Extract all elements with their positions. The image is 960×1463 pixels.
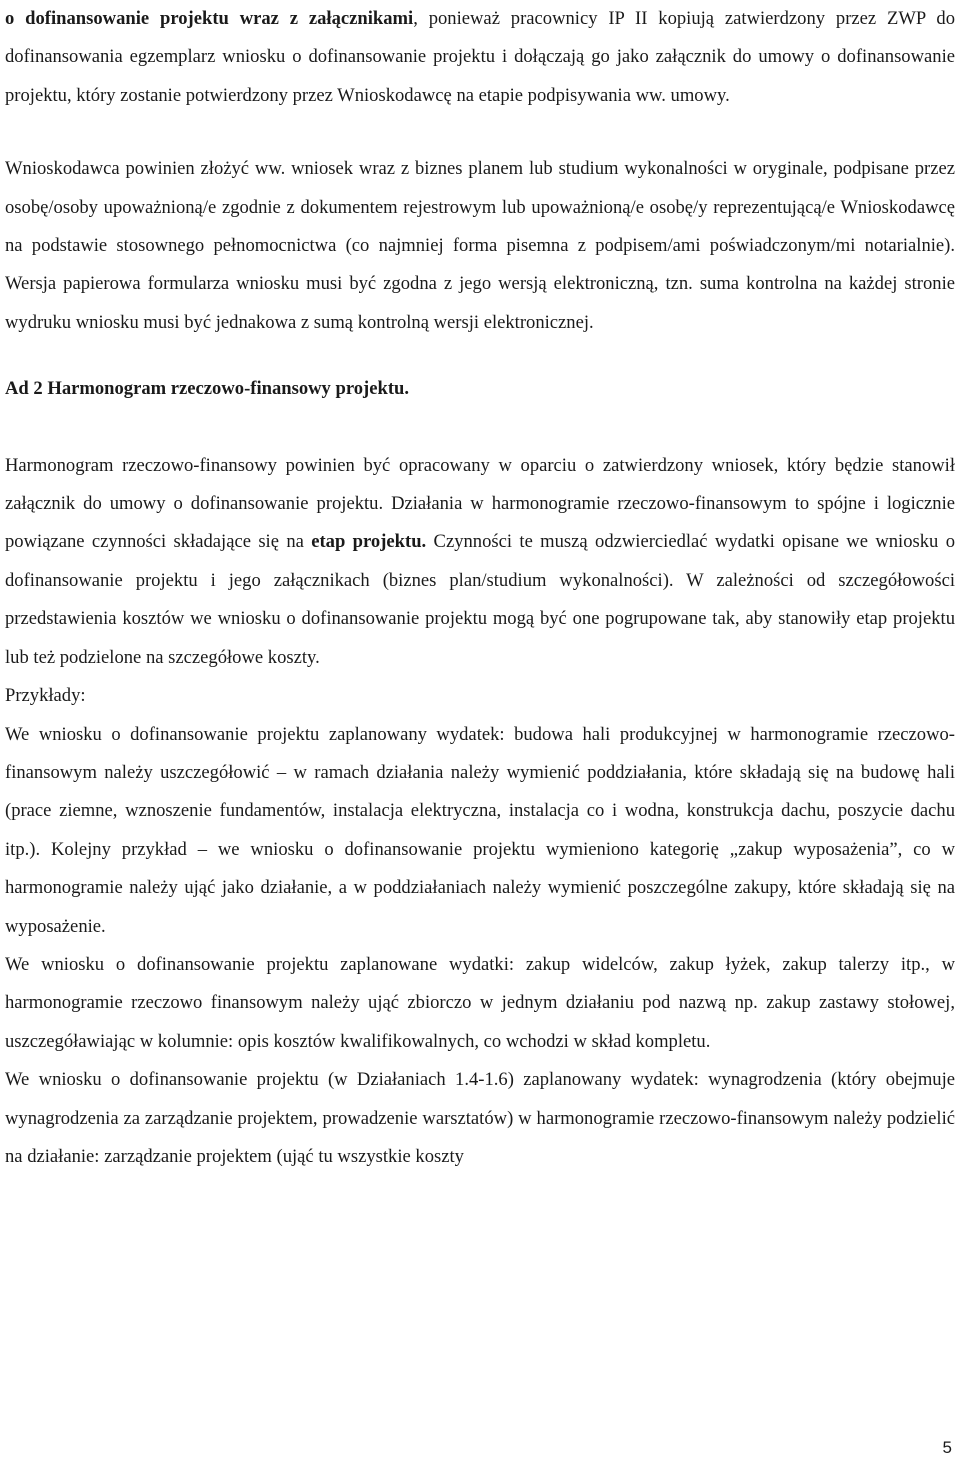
paragraph-example-salaries: We wniosku o dofinansowanie projektu (w Działaniach 1.4-1.6) zaplanowany wydatek: wynagrodzenia (który obejmuje wynagrodzenia za zarządzanie projektem, prowadzenie warsztatów) w harmonogramie rzeczowo-finansowym należy podzielić na działanie: zarządzanie projektem (ująć tu wszystkie koszty [5, 1069, 955, 1167]
paragraph-submission-copy [5, 0, 955, 115]
paragraph-text: Harmonogram rzeczowo-finansowy powinien być opracowany w oparciu o zatwierdzony wniosek, który będzie stanowił załącznik do umowy o dofinansowanie projektu. Działania w harmonogramie rzeczowo-finansowym to spójne i logicznie powiązane czynności składające się na [5, 454, 955, 553]
paragraph-text: , ponieważ pracownicy IP II kopiują zatwierdzony przez ZWP do dofinansowania egzemplarz wniosku o dofinansowanie projektu i dołączają go jako załącznik do umowy o dofinansowanie projektu, który zostanie potwierdzony przez Wnioskodawcę na etapie podpisywania ww. umowy. [5, 8, 955, 106]
bold-term: etap projektu. [311, 531, 427, 553]
examples-label: Przykłady: [5, 685, 86, 707]
paragraph-text: Czynności te muszą odzwierciedlać wydatki opisane we wniosku o dofinansowanie projektu i jego załącznikach (biznes plan/studium wykonalności). W zależności od szczegółowości przedstawienia kosztów we wniosku o dofinansowanie projektu mogą być one pogrupowane tak, aby stanowiły etap projektu lub też podzielone na szczegółowe koszty. [5, 531, 955, 668]
paragraph-example-hall: We wniosku o dofinansowanie projektu zaplanowany wydatek: budowa hali produkcyjnej w harmonogramie rzeczowo-finansowym należy uszczegółowić – w ramach działania należy wymienić poddziałania, które składają się na budowę hali (prace ziemne, wznoszenie fundamentów, instalacja elektryczna, instalacja co i wodna, konstrukcja dachu, poszycie dachu itp.). Kolejny przykład – we wniosku o dofinansowanie projektu wymieniono kategorię „zakup wyposażenia”, co w harmonogramie należy ująć jako działanie, a w poddziałaniach należy wymienić poszczególne zakupy, które składają się na wyposażenie. [5, 723, 955, 937]
paragraph-applicant-requirements: Wnioskodawca powinien złożyć ww. wniosek wraz z biznes planem lub studium wykonalności w oryginale, podpisane przez osobę/osoby upoważnioną/e zgodnie z dokumentem rejestrowym lub upoważnioną/e osobę/y reprezentującą/e Wnioskodawcę na podstawie stosownego pełnomocnictwa (co najmniej forma pisemna z podpisem/ami poświadczonym/mi notarialnie). Wersja papierowa formularza wniosku musi być zgodna z jego wersją elektroniczną, tzn. suma kontrolna na każdej stronie wydruku wniosku musi być jednakowa z sumą kontrolną wersji elektronicznej. [5, 158, 955, 333]
section-heading: Ad 2 Harmonogram rzeczowo-finansowy projektu. [5, 378, 410, 400]
page-number: 5 [942, 1438, 952, 1457]
paragraph-schedule-description [5, 447, 955, 677]
paragraph-example-tableware: We wniosku o dofinansowanie projektu zaplanowane wydatki: zakup widelców, zakup łyżek, zakup talerzy itp., w harmonogramie rzeczowo finansowym należy ująć zbiorczo w jednym działaniu pod nazwą np. zakup zastawy stołowej, uszczegóławiając w kolumnie: opis kosztów kwalifikowalnych, co wchodzi w skład kompletu. [5, 953, 955, 1052]
document-page [5, 0, 955, 1176]
bold-lead: o dofinansowanie projektu wraz z załącznikami [5, 8, 414, 29]
